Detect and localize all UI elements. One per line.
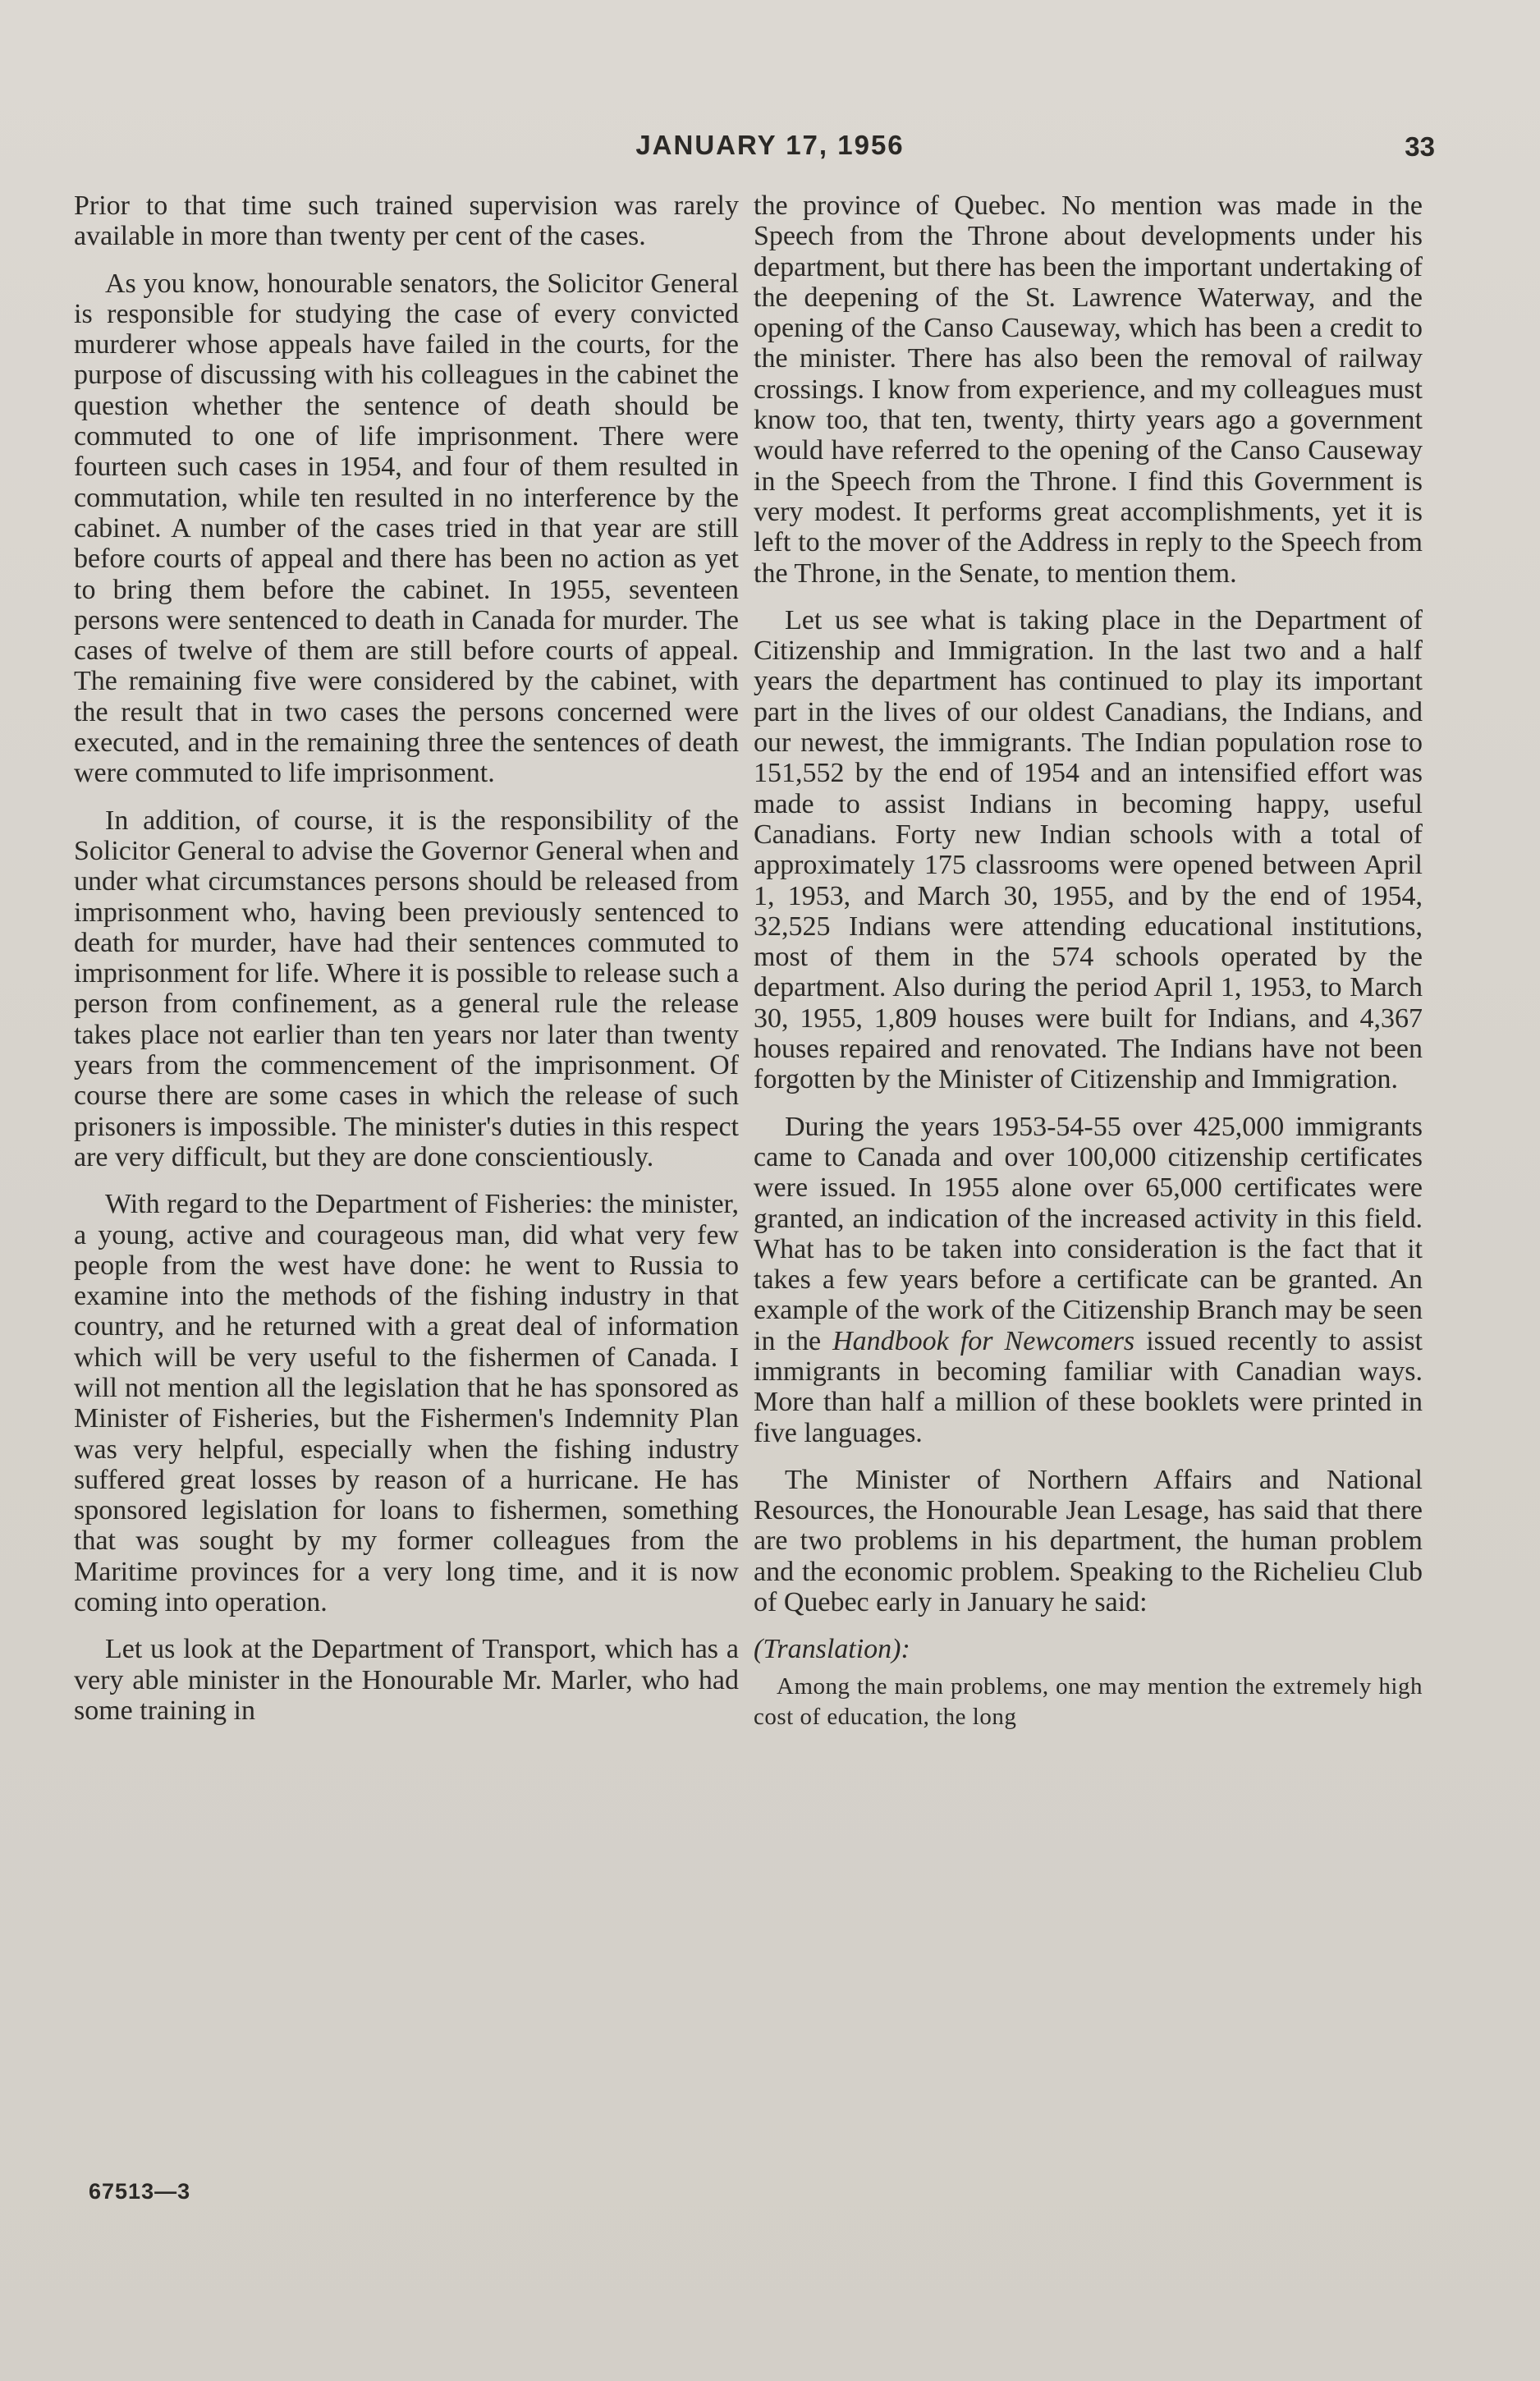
page-number: 33 (1405, 131, 1435, 162)
left-column (74, 190, 739, 1742)
paragraph: Prior to that time such trained supervision was rarely available in more than twenty per cent of the cases. (74, 190, 739, 252)
paragraph: In addition, of course, it is the responsibility of the Solicitor General to advise the Governor General when and under what circumstances persons should be released from imprisonment who, having been previously sentenced to death for murder, have had their sentences commuted to imprisonment for life. Where it is possible to release such a person from confinement, as a general rule the release takes place not earlier than ten years nor later than twenty years from the commencement of the imprisonment. Of course there are some cases in which the release of such prisoners is impossible. The minister's duties in this respect are very difficult, but they are done conscientiously. (74, 805, 739, 1172)
paragraph-text: issued recently to assist immigrants in becoming familiar with Canadian ways. More than half a million of these booklets were printed in five languages. (754, 1325, 1423, 1448)
paragraph (754, 1112, 1423, 1448)
paragraph: Let us look at the Department of Transport, which has a very able minister in the Honourable Mr. Marler, who had some training in (74, 1634, 739, 1726)
paragraph: The Minister of Northern Affairs and National Resources, the Honourable Jean Lesage, has said that there are two problems in his department, the human problem and the economic problem. Speaking to the Richelieu Club of Quebec early in January he said: (754, 1464, 1423, 1618)
translation-label: (Translation): (754, 1634, 910, 1665)
paragraph: the province of Quebec. No mention was made in the Speech from the Throne about developments under his department, but there has been the important undertaking of the deepening of the St. Lawrence Waterway, and the opening of the Canso Causeway, which has been a credit to the minister. There has also been the removal of railway crossings. I know from experience, and my colleagues must know too, that ten, twenty, thirty years ago a government would have referred to the opening of the Canso Causeway in the Speech from the Throne. I find this Government is very modest. It performs great accomplishments, yet it is left to the mover of the Address in reply to the Speech from the Throne, in the Senate, to mention them. (754, 190, 1423, 589)
paragraph: Let us see what is taking place in the Department of Citizenship and Immigration. In the last two and a half years the department has continued to play its important part in the lives of our oldest Canadians, the Indians, and our newest, the immigrants. The Indian population rose to 151,552 by the end of 1954 and an intensified effort was made to assist Indians in becoming happy, useful Canadians. Forty new Indian schools with a total of approximately 175 classrooms were opened between April 1, 1953, and March 30, 1955, and by the end of 1954, 32,525 Indians were attending educational institutions, most of them in the 574 schools operated by the department. Also during the period April 1, 1953, to March 30, 1955, 1,809 houses were built for Indians, and 4,367 houses repaired and renovated. The Indians have not been forgotten by the Minister of Citizenship and Immigration. (754, 604, 1423, 1095)
page-header (0, 130, 1540, 171)
page-date: JANUARY 17, 1956 (635, 130, 905, 160)
translated-quote: Among the main problems, one may mention the extremely high cost of education, the long (754, 1672, 1423, 1730)
right-column (754, 190, 1423, 1732)
paragraph: As you know, honourable senators, the Solicitor General is responsible for studying the case of every convicted murderer whose appeals have failed in the courts, for the purpose of discussing with his colleagues in the cabinet the question whether the sentence of death should be commuted to one of life imprisonment. There were fourteen such cases in 1954, and four of them resulted in commutation, while ten resulted in no interference by the cabinet. A number of the cases tried in that year are still before courts of appeal and there has been no action as yet to bring them before the cabinet. In 1955, seventeen persons were sentenced to death in Canada for murder. The cases of twelve of them are still before courts of appeal. The remaining five were considered by the cabinet, with the result that in two cases the persons concerned were executed, and in the remaining three the sentences of death were commuted to life imprisonment. (74, 268, 739, 789)
footer-code: 67513—3 (89, 2179, 191, 2204)
paragraph: With regard to the Department of Fisheries: the minister, a young, active and courageous man, did what very few people from the west have done: he went to Russia to examine into the methods of the fishing industry in that country, and he returned with a great deal of information which will be very useful to the fishermen of Canada. I will not mention all the legislation that he has sponsored as Minister of Fisheries, but the Fishermen's Indemnity Plan was very helpful, especially when the fishing industry suffered great losses by reason of a hurricane. He has sponsored legislation for loans to fishermen, something that was sought by my former colleagues from the Maritime provinces for a very long time, and it is now coming into operation. (74, 1189, 739, 1618)
book-title: Handbook for Newcomers (832, 1325, 1135, 1356)
paragraph-text: During the years 1953-54-55 over 425,000 immigrants came to Canada and over 100,000 citizenship certificates were issued. In 1955 alone over 65,000 certificates were granted, an indication of the increased activity in this field. What has to be taken into consideration is the fact that it takes a few years before a certificate can be granted. An example of the work of the Citizenship Branch may be seen in the (754, 1111, 1423, 1356)
